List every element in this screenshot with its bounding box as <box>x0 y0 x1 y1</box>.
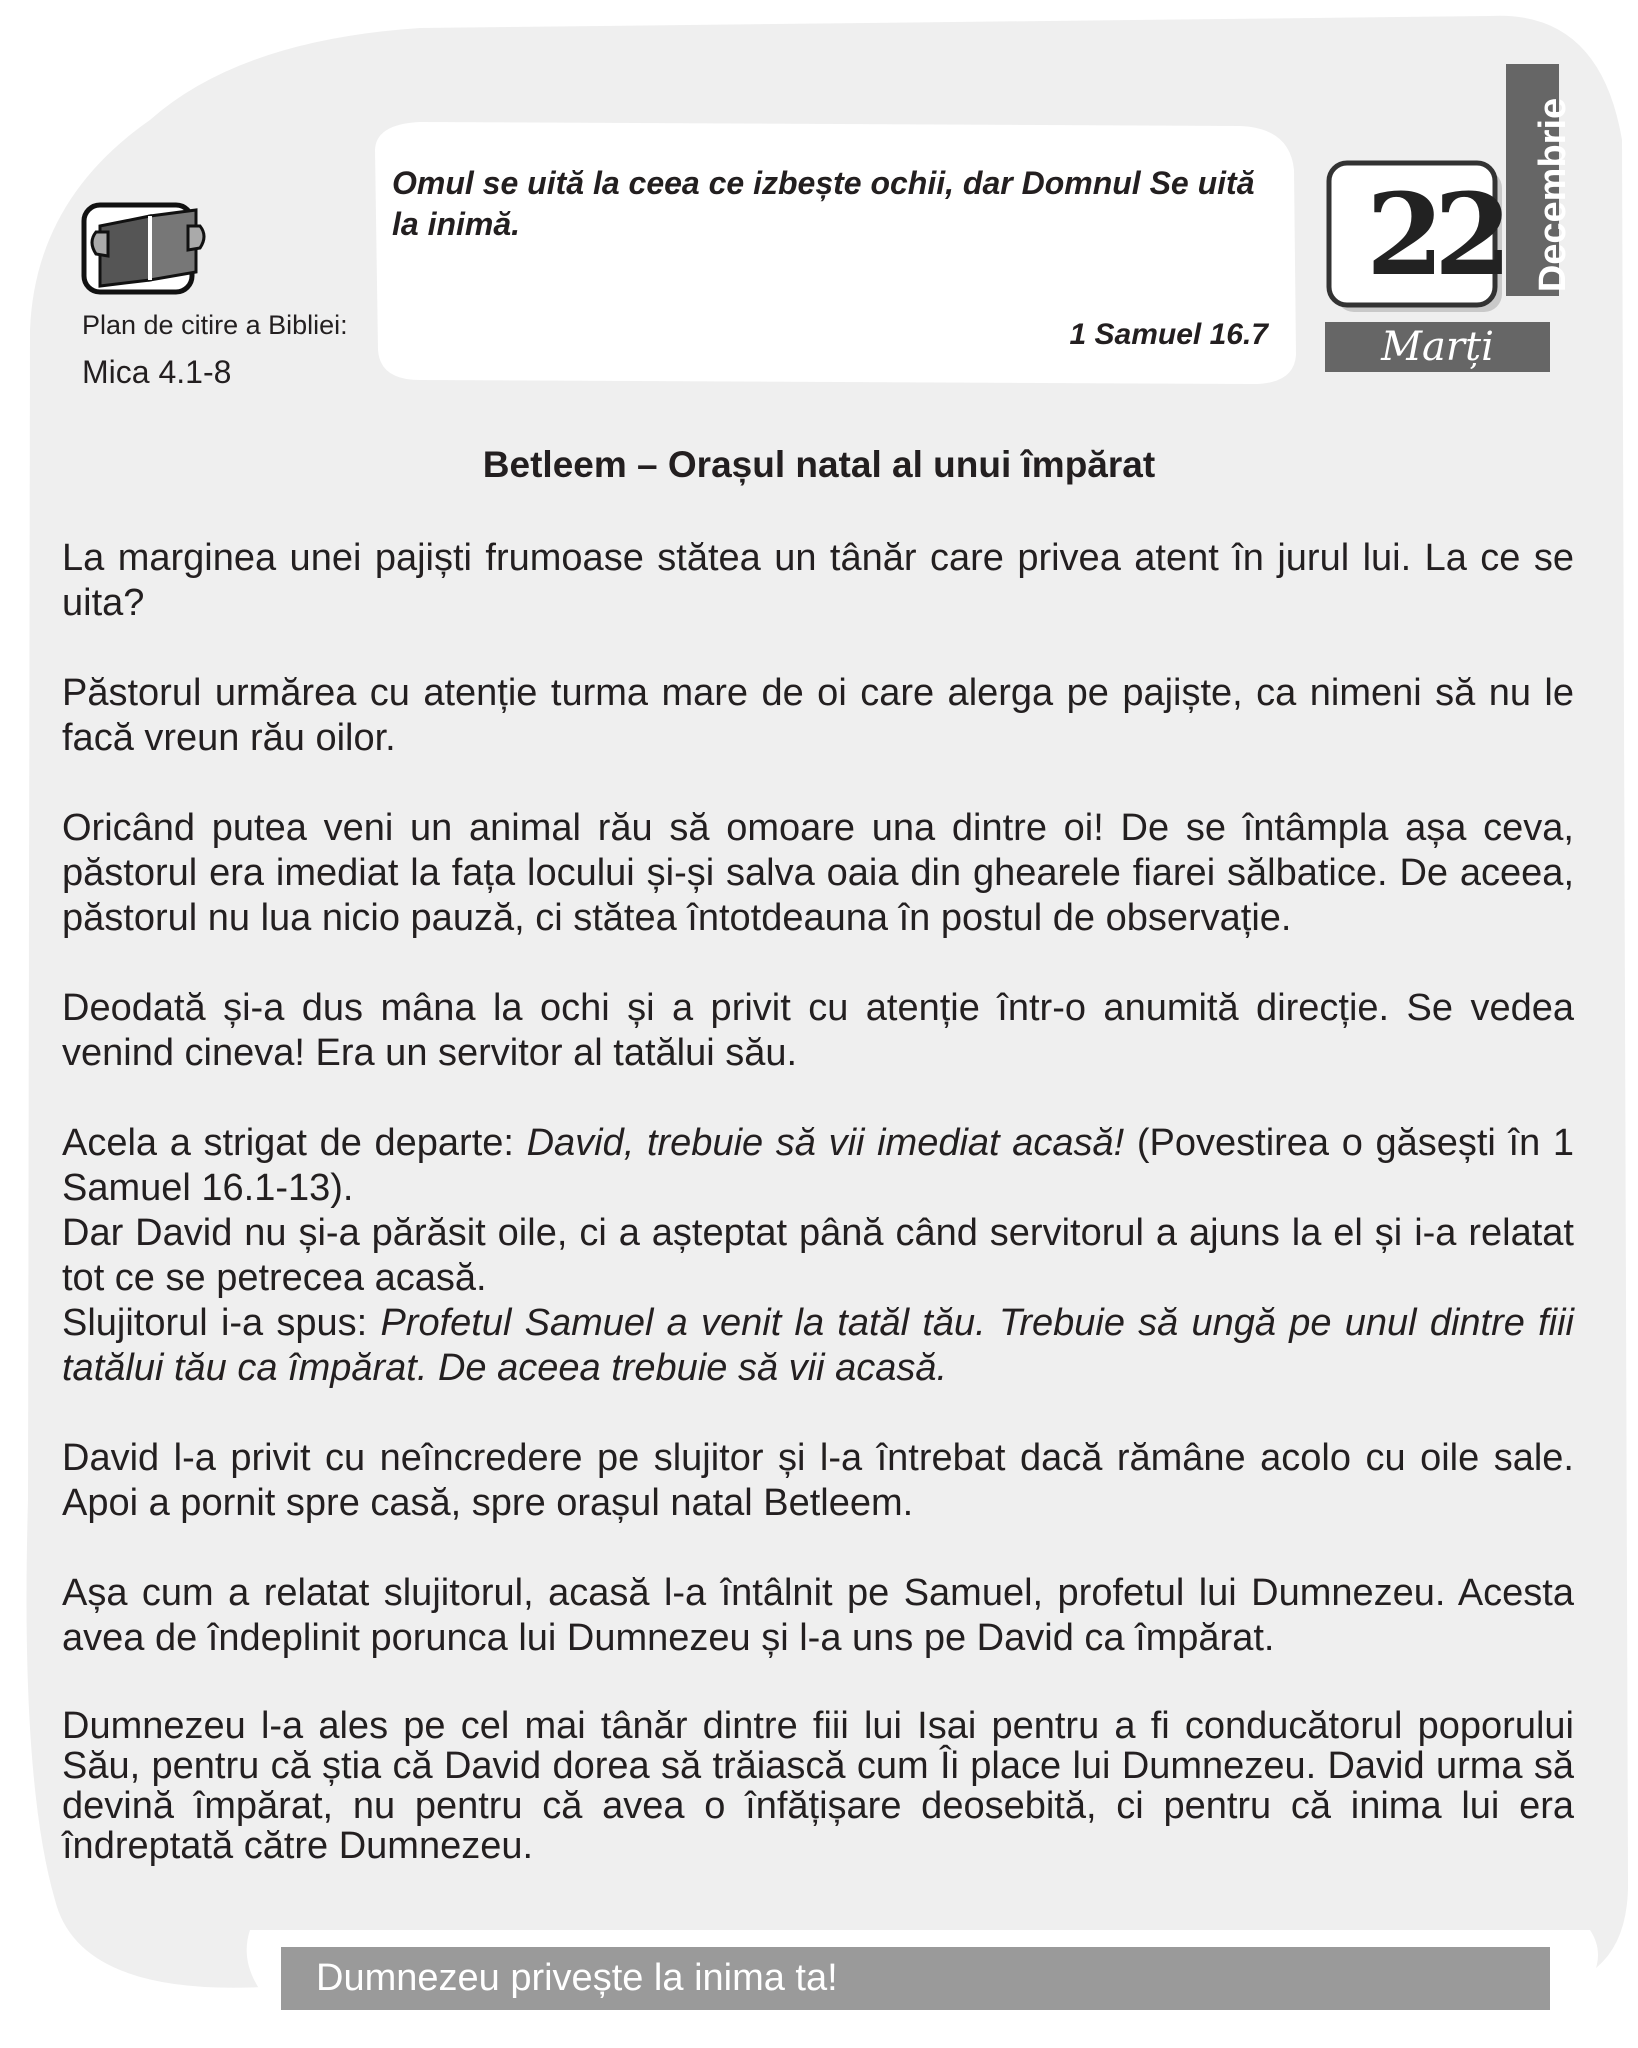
paragraph-text: Acela a strigat de departe: <box>62 1122 527 1164</box>
paragraph-text: Slujitorul i-a spus: <box>62 1302 381 1344</box>
paragraph: Dumnezeu l-a ales pe cel mai tânăr dintre fiii lui Isai pentru a fi conducătorul poporului Său, pentru că știa că David dorea să trăiască cum Îi place lui Dumnezeu. David urma să devină împărat, nu pentru că avea o înfățișare deosebită, ci pentru că inima lui era îndreptată către Dumnezeu. <box>62 1705 1574 1867</box>
paragraph: Dar David nu și-a părăsit oile, ci a așteptat până când servitorul a ajuns la el și i-a relatat tot ce se petrecea acasă. <box>62 1212 1574 1299</box>
paragraph: La marginea unei pajiști frumoase stătea un tânăr care privea atent în jurul lui. La ce se uita? <box>62 537 1574 624</box>
paragraph <box>62 1301 1574 1391</box>
paragraph: David l-a privit cu neîncredere pe slujitor și l-a întrebat dacă rămâne acolo cu oile sale. Apoi a pornit spre casă, spre orașul natal Betleem. <box>62 1437 1574 1524</box>
paragraph <box>62 1121 1574 1211</box>
reading-plan-label: Plan de citire a Bibliei: <box>82 310 348 340</box>
book-with-hands-icon <box>84 205 204 292</box>
verse-text: Omul se uită la ceea ce izbește ochii, dar Domnul Se uită la inimă. <box>392 165 1255 242</box>
quote-text: David, trebuie să vii imediat acasă! <box>526 1122 1125 1164</box>
footer-text: Dumnezeu privește la inima ta! <box>316 1957 838 1999</box>
article-body <box>62 536 1574 1866</box>
paragraph: Oricând putea veni un animal rău să omoare una dintre oi! De se întâmpla așa ceva, păstorul era imediat la fața locului și-și salva oaia din ghearele fiarei sălbatice. De aceea, păstorul nu lua nicio pauză, ci stătea întotdeauna în postul de observație. <box>62 807 1574 939</box>
paragraph: Așa cum a relatat slujitorul, acasă l-a întâlnit pe Samuel, profetul lui Dumnezeu. Acesta avea de îndeplinit porunca lui Dumnezeu și l-a uns pe David ca împărat. <box>62 1572 1574 1659</box>
weekday-label: Marți <box>1381 324 1494 370</box>
day-number: 22 <box>1366 170 1502 301</box>
paragraph: Păstorul urmărea cu atenție turma mare de oi care alerga pe pajiște, ca nimeni să nu le facă vreun rău oilor. <box>62 672 1574 759</box>
quote-text: Profetul Samuel a venit la tatăl tău. Trebuie să ungă pe unul dintre fiii tatălui tău ca împărat. De aceea trebuie să vii acasă. <box>62 1302 1574 1389</box>
reading-plan-reference: Mica 4.1-8 <box>82 354 232 390</box>
verse-reference: 1 Samuel 16.7 <box>1069 318 1268 351</box>
paragraph: Deodată și-a dus mâna la ochi și a privit cu atenție într-o anumită direcție. Se vedea venind cineva! Era un servitor al tatălui său. <box>62 987 1574 1074</box>
article-title: Betleem – Orașul natal al unui împărat <box>482 444 1156 485</box>
paragraph-text: (Povestirea o găsești în 1 Samuel 16.1-13). <box>62 1122 1574 1209</box>
month-label: Decembrie <box>1532 97 1574 293</box>
